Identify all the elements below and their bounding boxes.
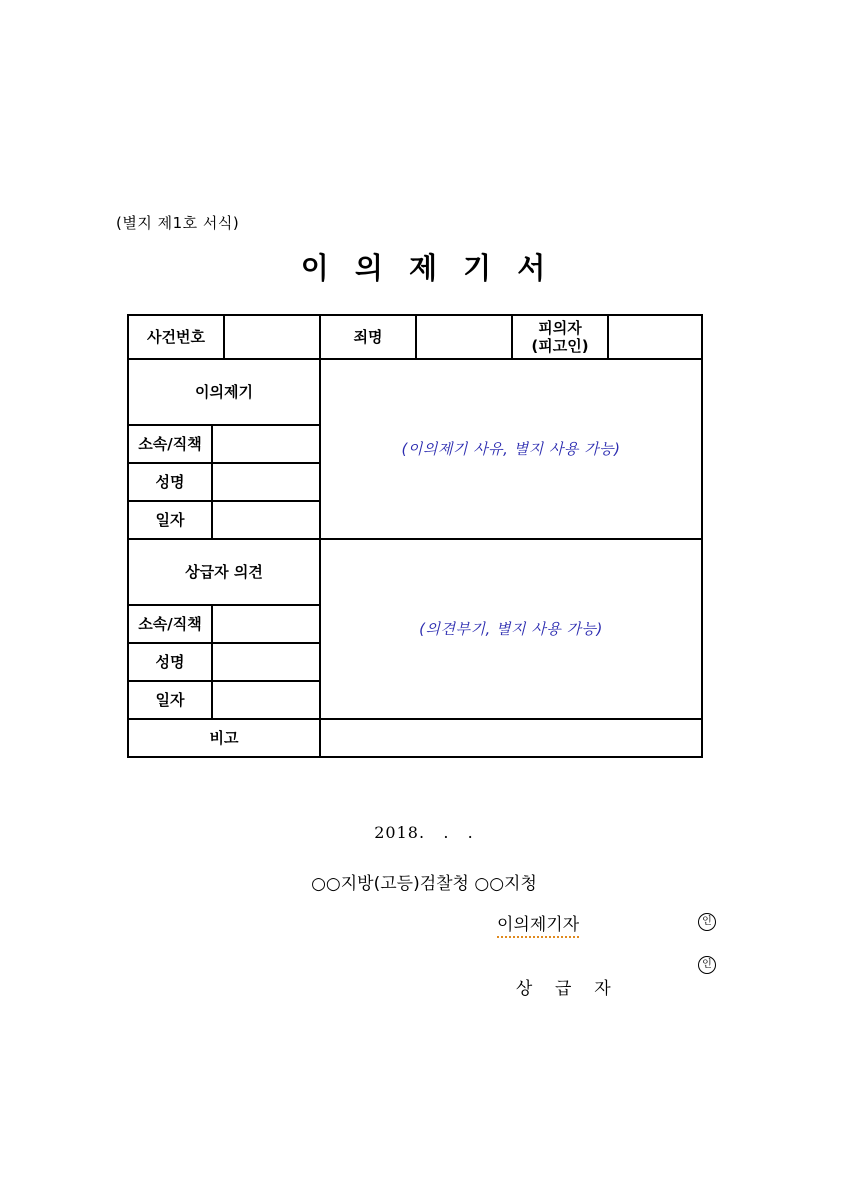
- column-divider: [415, 316, 417, 358]
- superior-name-label: 성명: [155, 653, 185, 671]
- row-divider: [129, 680, 319, 682]
- row-divider: [129, 424, 319, 426]
- row-divider: [129, 642, 319, 644]
- objection-affiliation-field[interactable]: [213, 426, 319, 462]
- objection-reason-field[interactable]: [321, 360, 701, 538]
- date-line: 2018. . .: [374, 823, 474, 842]
- row-divider: [129, 462, 319, 464]
- column-divider: [211, 604, 213, 718]
- superior-date-label: 일자: [155, 691, 185, 709]
- column-divider: [223, 316, 225, 358]
- objector-seal-mark[interactable]: 인: [698, 913, 716, 931]
- row-divider: [129, 538, 701, 540]
- remarks-label: 비고: [209, 729, 239, 747]
- objection-heading: 이의제기: [195, 383, 253, 401]
- superior-seal-mark[interactable]: 인: [698, 956, 716, 974]
- objection-affiliation-label: 소속/직책: [138, 435, 202, 453]
- charge-field[interactable]: [417, 316, 511, 358]
- row-divider: [129, 718, 701, 720]
- superior-opinion-field[interactable]: [321, 540, 701, 718]
- objection-date-field[interactable]: [213, 502, 319, 538]
- superior-affiliation-label: 소속/직책: [138, 615, 202, 633]
- remarks-field[interactable]: [321, 720, 701, 756]
- column-divider: [511, 316, 513, 358]
- prosecution-office: ○○지방(고등)검찰청 ○○지청: [311, 874, 537, 894]
- superior-opinion-heading: 상급자 의견: [185, 563, 263, 581]
- objection-name-field[interactable]: [213, 464, 319, 500]
- objection-reason-note: (이의제기 사유, 별지 사용 가능): [401, 440, 621, 458]
- row-divider: [129, 500, 319, 502]
- objection-date-label: 일자: [155, 511, 185, 529]
- objector-label: 이의제기자: [497, 915, 579, 938]
- row-divider: [129, 604, 319, 606]
- superior-opinion-note: (의견부기, 별지 사용 가능): [419, 620, 603, 638]
- case-number-label: 사건번호: [147, 328, 205, 346]
- objector-signature-row: [497, 910, 579, 935]
- column-divider: [211, 424, 213, 538]
- objection-form-table: [127, 314, 703, 758]
- form-reference: (별지 제1호 서식): [116, 214, 240, 232]
- row-divider: [129, 358, 701, 360]
- suspect-field[interactable]: [609, 316, 701, 358]
- charge-label: 죄명: [353, 328, 383, 346]
- superior-affiliation-field[interactable]: [213, 606, 319, 642]
- column-divider: [319, 316, 321, 756]
- superior-name-field[interactable]: [213, 644, 319, 680]
- case-number-field[interactable]: [225, 316, 319, 358]
- superior-date-field[interactable]: [213, 682, 319, 718]
- suspect-label-line2: (피고인): [531, 337, 589, 355]
- superior-signature-row: [497, 954, 615, 999]
- column-divider: [607, 316, 609, 358]
- objection-name-label: 성명: [155, 473, 185, 491]
- suspect-label: [513, 316, 607, 358]
- document-title: 이 의 제 기 서: [300, 251, 548, 285]
- suspect-label-line1: 피의자: [538, 319, 582, 337]
- superior-label: 상 급 자: [515, 979, 615, 999]
